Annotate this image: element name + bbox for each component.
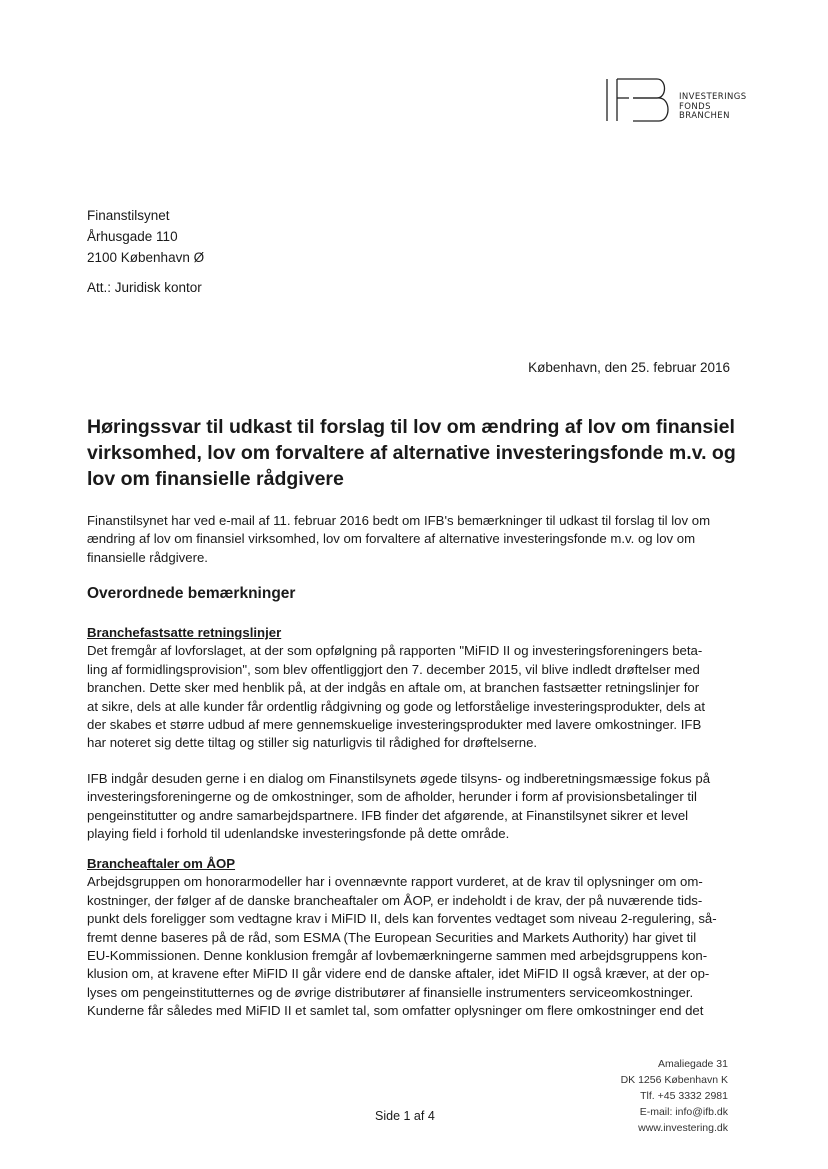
body-line: punkt dels foreligger som vedtagne krav i MiFID II, dels kan forventes vedtaget som niveau 2-regulering, så- — [87, 911, 717, 927]
logo-line-3: BRANCHEN — [679, 111, 730, 121]
body-line: Arbejdsgruppen om honorarmodeller har i ovennævnte rapport vurderet, at de krav til oplysninger om om- — [87, 874, 703, 890]
section-heading: Overordnede bemærkninger — [87, 585, 296, 602]
body-line: kostninger, der følger af de danske brancheaftaler om ÅOP, er indeholdt i de krav, der på nuværende tids- — [87, 892, 703, 908]
document-title: Høringssvar til udkast til forslag til lov om ændring af lov om finansiel virksomhed, lov om forvaltere af alternative investeringsfonde m.v. og lov om finansielle rådgivere — [87, 416, 736, 490]
section-branchefastsatte-paragraph-2 — [87, 770, 747, 844]
sender-address — [621, 1056, 728, 1136]
logo-wordmark — [679, 93, 747, 122]
body-line: Kunderne får således med MiFID II et samlet tal, som omfatter oplysninger om flere omkostninger end det — [87, 1003, 704, 1019]
recipient-street: Århusgade 110 — [87, 229, 178, 244]
body-line: pengeinstitutter og andre samarbejdspartnere. IFB finder det afgørende, at Finanstilsynet sikrer et level — [87, 807, 689, 823]
body-line: investeringsforeningerne og de omkostninger, som de afholder, herunder i form af provisionsbetalinger til — [87, 789, 697, 805]
body-line: fremt denne baseres på de råd, som ESMA (The European Securities and Markets Authority) har givet til — [87, 929, 697, 945]
body-line: har noteret sig dette tiltag og stiller sig naturligvis til rådighed for drøftelserne. — [87, 735, 538, 751]
logo-line-2: FONDS — [679, 101, 711, 112]
section-brancheaftaler — [87, 855, 747, 1021]
address-line: DK 1256 København K — [620, 1074, 728, 1086]
email-link[interactable]: E-mail: info@ifb.dk — [639, 1106, 728, 1118]
address-line: Amaliegade 31 — [657, 1058, 728, 1070]
section-branchefastsatte — [87, 624, 747, 753]
attention-line: Att.: Juridisk kontor — [87, 280, 202, 295]
intro-line: Finanstilsynet har ved e-mail af 11. februar 2016 bedt om IFB's bemærkninger til udkast til forslag til lov om — [87, 513, 711, 528]
phone-line: Tlf. +45 3332 2981 — [640, 1090, 728, 1102]
body-line: at sikre, dels at alle kunder får ordentlig rådgivning og gode og letforståelige investeringsprodukter, dels at — [87, 698, 705, 714]
recipient-address — [87, 205, 204, 268]
ifb-logo — [603, 73, 763, 127]
body-line: ling af formidlingsprovision", som blev offentliggjort den 7. december 2015, vil blive indledt drøftelser med — [87, 661, 700, 677]
body-line: Det fremgår af lovforslaget, at der som opfølgning på rapporten "MiFID II og investeringsforeningers beta- — [87, 643, 703, 659]
body-line: IFB indgår desuden gerne i en dialog om Finanstilsynets øgede tilsyns- og indberetningsmæssige fokus på — [87, 771, 711, 786]
body-line: klusion om, at kravene efter MiFID II går videre end de danske aftaler, idet MiFID II også kræver, at der op- — [87, 966, 710, 982]
recipient-city: 2100 København Ø — [87, 250, 205, 265]
body-line: der skabes et større udbud af mere gennemskuelige investeringsprodukter med lavere omkostninger. IFB — [87, 717, 702, 733]
ifb-logo-mark-icon — [603, 73, 673, 127]
subheading-branchefastsatte: Branchefastsatte retningslinjer — [87, 625, 282, 640]
logo-line-1: INVESTERINGS — [679, 92, 747, 102]
body-line: lyses om pengeinstitutternes og de øvrige distributører af finansielle instrumenters serviceomkostninger. — [87, 984, 694, 1000]
page-number: Side 1 af 4 — [375, 1109, 435, 1123]
subheading-brancheaftaler: Brancheaftaler om ÅOP — [87, 856, 236, 871]
letter-date: København, den 25. februar 2016 — [528, 360, 730, 375]
recipient-name: Finanstilsynet — [87, 208, 170, 223]
body-line: branchen. Dette sker med henblik på, at der indgås en aftale om, at branchen fastsætter retningslinjer for — [87, 680, 700, 696]
intro-line: finansielle rådgivere. — [87, 549, 208, 565]
intro-paragraph — [87, 512, 747, 567]
intro-line: ændring af lov om finansiel virksomhed, lov om forvaltere af alternative investeringsfonde m.v. og lov om — [87, 531, 696, 547]
website-link[interactable]: www.investering.dk — [638, 1122, 728, 1134]
body-line: playing field i forhold til udenlandske investeringsfonde på dette område. — [87, 826, 510, 842]
body-line: EU-Kommissionen. Denne konklusion fremgår af lovbemærkningerne sammen med arbejdsgruppens kon- — [87, 948, 708, 964]
